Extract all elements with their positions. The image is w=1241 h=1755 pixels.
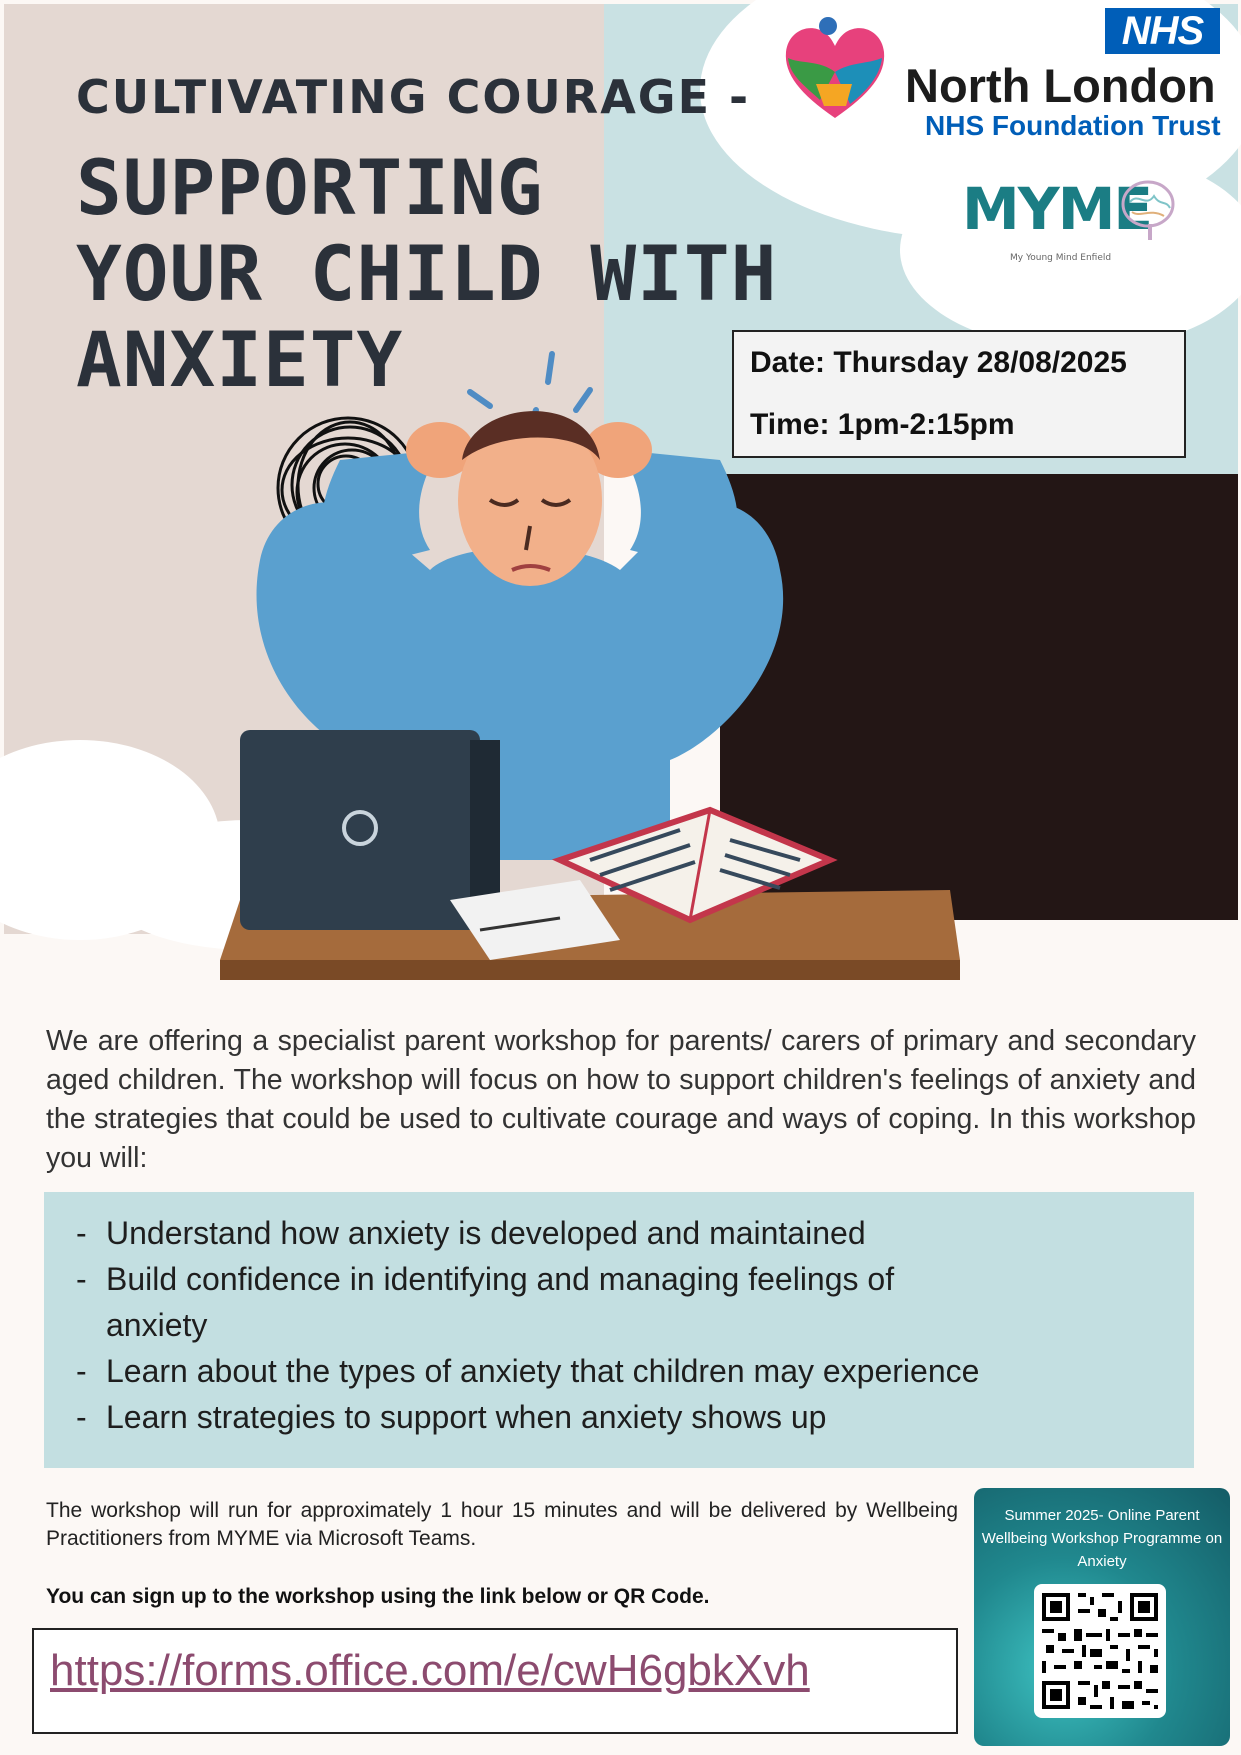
bullet-marker: - [76,1399,87,1435]
title-line: ANXIETY [76,315,404,404]
kicker-text: CULTIVATING COURAGE - [76,70,751,124]
list-item: - Build confidence in identifying and managing feelings of anxiety [76,1256,966,1348]
qr-card [974,1488,1230,1746]
bullet-marker: - [76,1215,87,1251]
duration-paragraph: The workshop will run for approximately 1 hour 15 minutes and will be delivered by Wellbeing Practitioners from MYME via Microsoft Teams. [46,1499,958,1550]
north-london-heart-logo [780,14,890,126]
qr-caption: Summer 2025- Online Parent Wellbeing Workshop Programme on Anxiety [981,1507,1223,1570]
bullet-marker: - [76,1353,87,1389]
list-item: - Learn strategies to support when anxiety shows up [76,1394,1194,1440]
title-line: SUPPORTING [76,143,544,232]
myme-tagline: My Young Mind Enfield [1010,253,1112,263]
nhs-logo: NHS [1105,8,1220,54]
event-time: Time: 1pm-2:15pm [750,408,1015,441]
myme-logo: MYME [962,175,1152,243]
signup-link-box [32,1628,958,1734]
qr-code-icon[interactable] [1034,1584,1166,1718]
learning-outcomes-box [44,1192,1194,1468]
title-line: YOUR CHILD WITH [76,229,778,318]
org-name: North London [905,59,1216,112]
signup-instructions: You can sign up to the workshop using the link below or QR Code. [46,1585,710,1608]
list-item: - Understand how anxiety is developed and maintained [76,1210,1194,1256]
qr-pattern [1034,1584,1166,1718]
brain-icon [1120,178,1176,244]
intro-paragraph: We are offering a specialist parent workshop for parents/ carers of primary and secondary aged children. The workshop will focus on how to support children's feelings of anxiety and the strategies that could be used to cultivate courage and ways of coping. In this workshop you will: [46,1025,1196,1174]
bullet-marker: - [76,1261,87,1297]
signup-link[interactable]: https://forms.office.com/e/cwH6gbkXvh [50,1646,810,1695]
event-date: Date: Thursday 28/08/2025 [750,346,1127,379]
anxious-person-illustration [200,340,1000,1000]
list-item: - Learn about the types of anxiety that children may experience [76,1348,1194,1394]
org-subtitle: NHS Foundation Trust [925,110,1221,141]
